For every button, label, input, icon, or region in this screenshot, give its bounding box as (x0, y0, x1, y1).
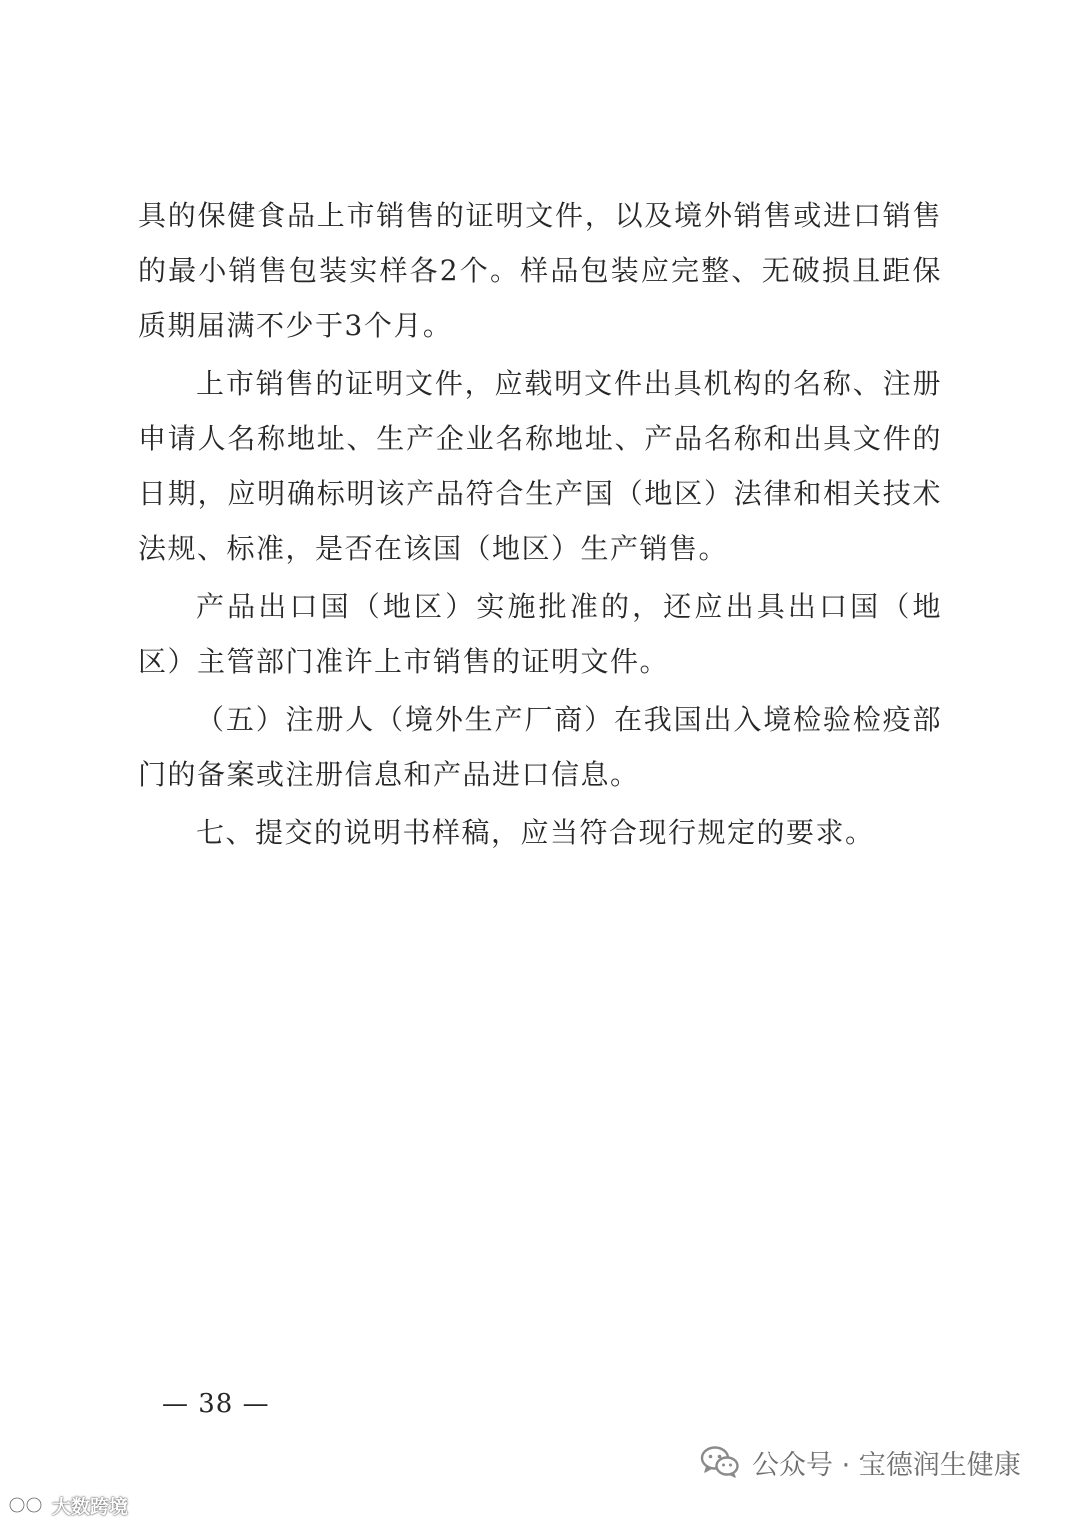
wechat-watermark-text: 公众号 · 宝德润生健康 (752, 1449, 1021, 1481)
wechat-watermark (700, 1438, 1021, 1486)
document-body (138, 188, 942, 863)
wechat-icon (700, 1445, 740, 1479)
brand-logo-icon (8, 1494, 48, 1516)
brand-watermark-text: 大数跨境 (52, 1495, 129, 1518)
paragraph-5: 七、提交的说明书样稿，应当符合现行规定的要求。 (196, 816, 875, 849)
paragraph-4: （五）注册人（境外生产厂商）在我国出入境检验检疫部门的备案或注册信息和产品进口信息。 (138, 703, 942, 791)
paragraph-3: 产品出口国（地区）实施批准的，还应出具出口国（地区）主管部门准许上市销售的证明文件。 (138, 590, 942, 678)
page-number: — 38 — (162, 1389, 270, 1419)
brand-watermark (8, 1487, 128, 1523)
paragraph-2: 上市销售的证明文件，应载明文件出具机构的名称、注册申请人名称地址、生产企业名称地址、产品名称和出具文件的日期，应明确标明该产品符合生产国（地区）法律和相关技术法规、标准，是否在该国（地区）生产销售。 (138, 367, 942, 565)
paragraph-1: 具的保健食品上市销售的证明文件，以及境外销售或进口销售的最小销售包装实样各2个。样品包装应完整、无破损且距保质期届满不少于3个月。 (138, 199, 942, 342)
